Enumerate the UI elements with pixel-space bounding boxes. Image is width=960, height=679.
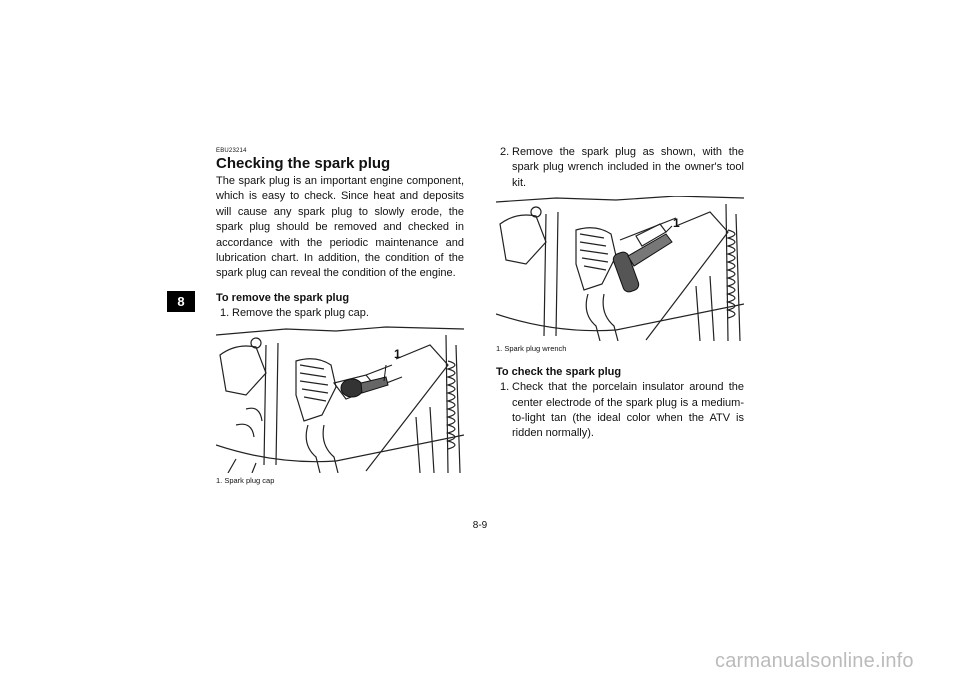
- figure-spark-plug-wrench: [496, 196, 744, 341]
- callout-number: 1: [673, 216, 680, 231]
- right-column: [496, 145, 744, 442]
- subheading-remove: To remove the spark plug: [216, 291, 350, 304]
- chapter-tab: 8: [167, 291, 195, 312]
- section-title: Checking the spark plug: [216, 155, 391, 172]
- engine-illustration-cap: [216, 325, 464, 473]
- section-code: EBU23214: [216, 148, 247, 154]
- step-number: 1.: [220, 306, 230, 319]
- figure-caption: 1. Spark plug cap: [216, 476, 275, 486]
- callout-number: 1: [394, 347, 401, 362]
- step-text: Check that the porcelain insulator around the center electrode of the spark plug is a medium-to-light tan (the ideal color when the ATV is ridden normally).: [512, 381, 744, 440]
- intro-paragraph: The spark plug is an important engine component, which is easy to check. Since heat and deposits will cause any spark plug to slowly erode, the spark plug should be removed and checked in accordance with the periodic maintenance and lubrication chart. In addition, the condition of the spark plug can reveal the condition of the engine.: [216, 175, 464, 280]
- step-remove-cap: [216, 306, 464, 321]
- step-number: 1.: [500, 381, 510, 394]
- watermark: carmanualsonline.info: [715, 650, 914, 672]
- step-text: Remove the spark plug cap.: [232, 306, 369, 319]
- subheading-check: To check the spark plug: [496, 366, 622, 379]
- figure-caption: 1. Spark plug wrench: [496, 344, 567, 354]
- left-column: [216, 148, 464, 485]
- step-remove-plug: [496, 145, 744, 191]
- engine-illustration-wrench: [496, 196, 744, 341]
- step-number: 2.: [500, 146, 510, 158]
- step-check-insulator: [496, 380, 744, 442]
- page-number: 8-9: [472, 520, 488, 531]
- figure-spark-plug-cap: [216, 325, 464, 473]
- step-text: Remove the spark plug as shown, with the spark plug wrench included in the owner's tool kit.: [512, 146, 744, 189]
